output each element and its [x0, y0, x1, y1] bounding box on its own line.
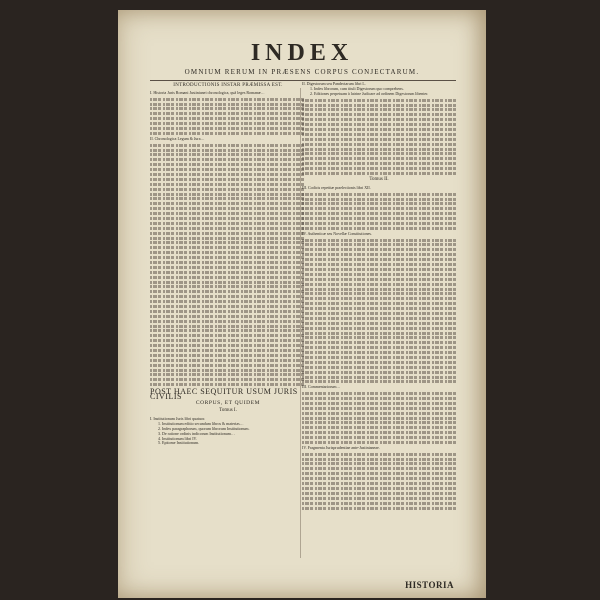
institutions-heading: I. Institutionum Juris libri quatuor. [150, 415, 206, 421]
text-lines [150, 98, 306, 135]
left-heading: INTRODUCTIONIS INSTAR PRÆMISSA EST. [173, 83, 283, 88]
right-section-5: IV. Fragmenta Jurisprudentiae ante-Justinianeae. [302, 444, 380, 450]
inst-item: 3. De ratione ordinis indicorum Institutionum… [158, 430, 235, 436]
right-section-1: II. Digestorum seu Pandectarum libri L. [302, 81, 366, 86]
right-section-4: III. Commentariorum… [302, 384, 341, 390]
inst-item: 4. Institutionum libri IV. [158, 435, 197, 441]
left-item-1: I. Historia Juris Romani Justinianei chronologica, quâ leges Romanæ… [150, 89, 265, 95]
right-item: 2. Editiones perpetuam à latrine Judicare ad ordinem Digestorum libenter. [310, 90, 429, 96]
inst-item: 1. Institutionum editio secundum libros & materias… [158, 420, 244, 426]
tomus-i: Tomus I. [219, 407, 237, 413]
right-section-2: III. Codicis repetitæ praelectionis libri XII. [302, 184, 371, 190]
right-section-3: IV. Authenticæ seu Novellæ Constitutiones. [302, 230, 372, 236]
right-column [302, 82, 456, 511]
inst-item: 5. Epitome Institutionum. [158, 440, 200, 446]
tomus-ii: Tomus II. [369, 176, 389, 182]
page-title: INDEX [250, 40, 354, 66]
left-column [150, 82, 306, 446]
document-page [118, 10, 486, 598]
left-item-2: II. Chronologica Legum & Jura… [150, 135, 205, 141]
post-heading: POST HAEC SEQUITUR USUM JURIS CIVILIS [150, 387, 298, 402]
catchword: HISTORIA [405, 580, 454, 590]
page-subtitle: OMNIUM RERUM IN PRÆSENS CORPUS CONJECTARUM. [184, 68, 420, 76]
corpus-heading: CORPUS, ET QUIDEM [195, 400, 261, 407]
right-item: 1. Index librorum, cum tituli Digestorum quo comprehens. [310, 85, 404, 91]
inst-item: 2. Index paragraphorum, quorum librorum Institutionum. [158, 425, 250, 431]
